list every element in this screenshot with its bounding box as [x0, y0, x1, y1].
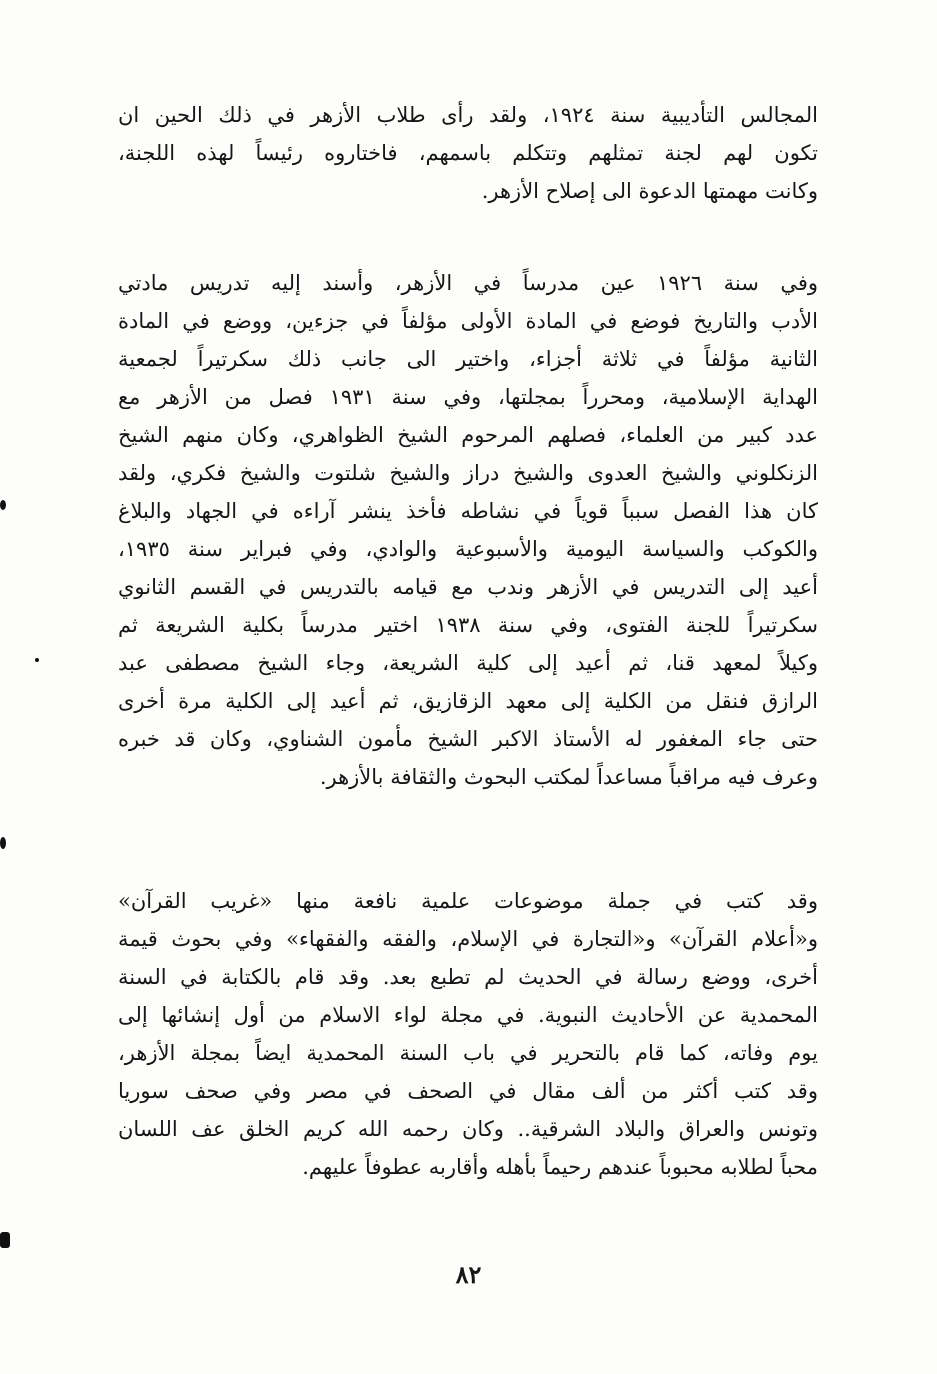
scan-artifact — [35, 658, 39, 662]
text-line: وكانت مهمتها الدعوة الى إصلاح الأزهر. — [481, 179, 818, 203]
scan-artifact — [0, 837, 6, 849]
text-line: وكيلاً لمعهد قنا، ثم أعيد إلى كلية الشريعة، وجاء الشيخ مصطفى عبد — [118, 651, 818, 675]
text-line: و«أعلام القرآن» و«التجارة في الإسلام، والفقه والفقهاء» وفي بحوث قيمة — [118, 927, 818, 951]
text-line: وفي سنة ١٩٢٦ عين مدرساً في الأزهر، وأسند إليه تدريس مادتي — [118, 271, 818, 295]
text-line: الهداية الإسلامية، ومحرراً بمجلتها، وفي سنة ١٩٣١ فصل من الأزهر مع — [118, 385, 818, 409]
paragraph-1 — [118, 96, 818, 210]
text-line: وقد كتب في جملة موضوعات علمية نافعة منها «غريب القرآن» — [118, 889, 818, 913]
text-line: حتى جاء المغفور له الأستاذ الاكبر الشيخ مأمون الشناوي، وكان قد خبره — [118, 727, 818, 751]
text-line: المجالس التأديبية سنة ١٩٢٤، ولقد رأى طلاب الأزهر في ذلك الحين ان — [118, 103, 818, 127]
text-line: وتونس والعراق والبلاد الشرقية.. وكان رحمه الله كريم الخلق عف اللسان — [118, 1117, 818, 1141]
paragraph-2 — [118, 264, 818, 796]
text-line: الأدب والتاريخ فوضع في المادة الأولى مؤلفاً في جزءين، ووضع في المادة — [118, 309, 818, 333]
scan-artifact — [0, 1232, 10, 1248]
text-line: أعيد إلى التدريس في الأزهر وندب مع قيامه بالتدريس في القسم الثانوي — [118, 575, 818, 599]
text-line: سكرتيراً للجنة الفتوى، وفي سنة ١٩٣٨ اختير مدرساً بكلية الشريعة ثم — [118, 613, 818, 637]
text-line: كان هذا الفصل سبباً قوياً في نشاطه فأخذ ينشر آراءه في الجهاد والبلاغ — [118, 499, 818, 523]
scan-artifact — [0, 500, 6, 510]
page-number: ٨٢ — [455, 1260, 482, 1289]
text-line: الزنكلوني والشيخ العدوى والشيخ دراز والشيخ شلتوت والشيخ فكري، ولقد — [118, 461, 818, 485]
text-line: وعرف فيه مراقباً مساعداً لمكتب البحوث والثقافة بالأزهر. — [319, 765, 818, 789]
text-line: تكون لهم لجنة تمثلهم وتتكلم باسمهم، فاختاروه رئيساً لهذه اللجنة، — [118, 141, 818, 165]
paragraph-3 — [118, 882, 818, 1186]
text-line: الثانية مؤلفاً في ثلاثة أجزاء، واختير الى جانب ذلك سكرتيراً لجمعية — [118, 347, 818, 371]
text-line: الرازق فنقل من الكلية إلى معهد الزقازيق، ثم أعيد إلى الكلية مرة أخرى — [118, 689, 818, 713]
text-line: عدد كبير من العلماء، فصلهم المرحوم الشيخ الظواهري، وكان منهم الشيخ — [118, 423, 818, 447]
text-line: المحمدية عن الأحاديث النبوية. في مجلة لواء الاسلام من أول إنشائها إلى — [118, 1003, 818, 1027]
text-line: يوم وفاته، كما قام بالتحرير في باب السنة المحمدية ايضاً بمجلة الأزهر، — [118, 1041, 818, 1065]
text-line: والكوكب والسياسة اليومية والأسبوعية والوادي، وفي فبراير سنة ١٩٣٥، — [118, 537, 818, 561]
text-line: محباً لطلابه محبوباً عندهم رحيماً بأهله وأقاربه عطوفاً عليهم. — [302, 1155, 818, 1179]
text-line: أخرى، ووضع رسالة في الحديث لم تطبع بعد. وقد قام بالكتابة في السنة — [118, 965, 818, 989]
text-line: وقد كتب أكثر من ألف مقال في الصحف في مصر وفي صحف سوريا — [118, 1079, 818, 1103]
